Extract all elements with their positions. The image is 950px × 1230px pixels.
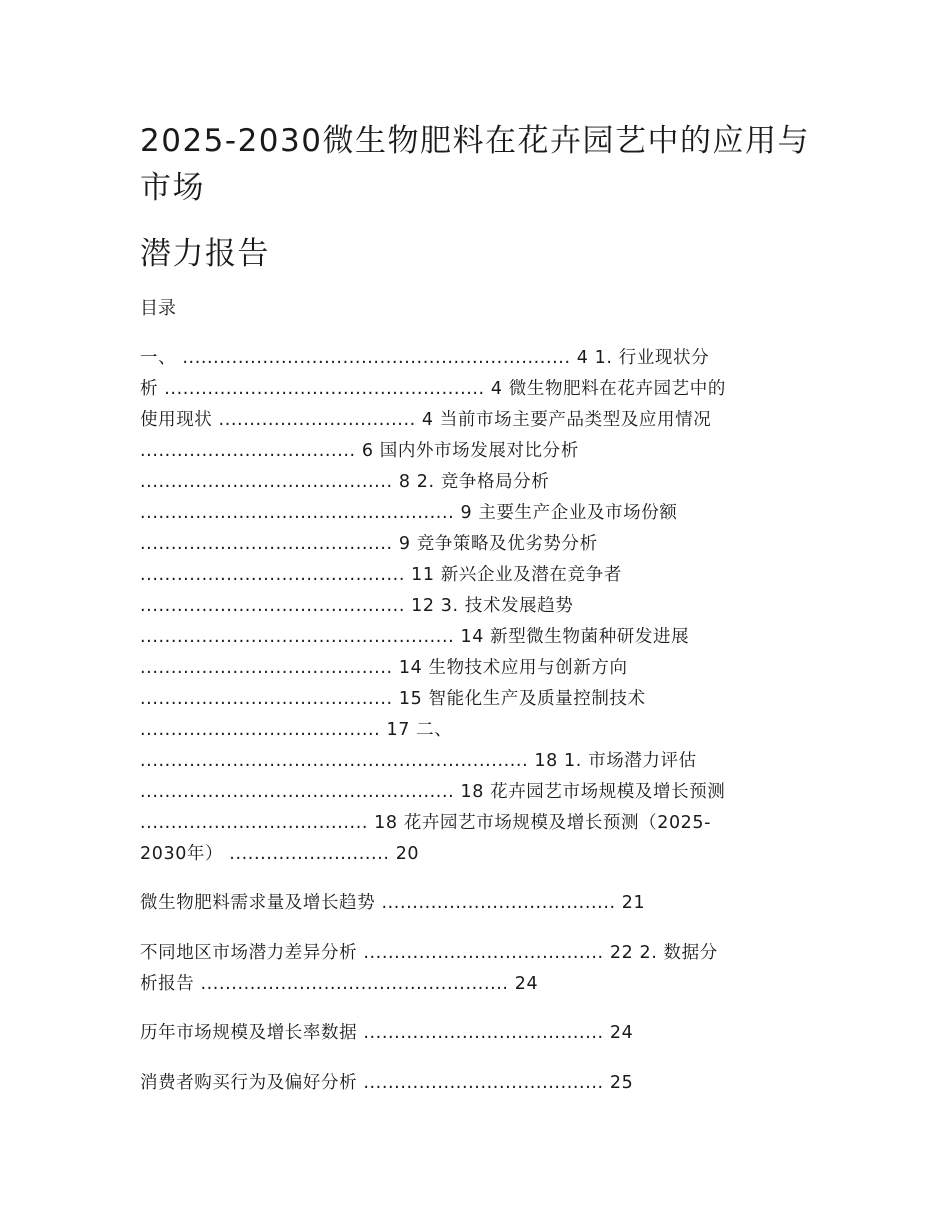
toc-line[interactable]: ..................................... 18 花卉园艺市场规模及增长预测（2025- xyxy=(140,813,712,833)
toc-line[interactable]: 历年市场规模及增长率数据 ....................................... 24 xyxy=(140,1023,634,1043)
toc-line[interactable]: 使用现状 ................................ 4 当前市场主要产品类型及应用情况 xyxy=(140,410,712,430)
toc-line[interactable]: ................................................... 9 主要生产企业及市场份额 xyxy=(140,503,678,523)
toc-line[interactable]: 一、 ............................................................... 4 1. 行业现状分 xyxy=(140,348,710,368)
toc-line[interactable]: 析报告 .................................................. 24 xyxy=(140,974,539,994)
document-title-line-2: 市场 xyxy=(140,170,205,206)
toc-line[interactable]: ................................................... 18 花卉园艺市场规模及增长预测 xyxy=(140,782,726,802)
toc-line[interactable]: ............................................................... 18 1. 市场潜力评估 xyxy=(140,751,697,771)
toc-line[interactable]: 不同地区市场潜力差异分析 ....................................... 22 2. 数据分 xyxy=(140,943,718,963)
document-title-line-3: 潜力报告 xyxy=(140,236,270,272)
toc-line[interactable]: ................................................... 14 新型微生物菌种研发进展 xyxy=(140,627,690,647)
toc-line[interactable]: ........................................... 12 3. 技术发展趋势 xyxy=(140,596,574,616)
toc-line[interactable]: ......................................... 9 竞争策略及优劣势分析 xyxy=(140,534,598,554)
toc-line[interactable]: ................................... 6 国内外市场发展对比分析 xyxy=(140,441,579,461)
toc-line[interactable]: ......................................... 15 智能化生产及质量控制技术 xyxy=(140,689,646,709)
toc-line[interactable]: 2030年） .......................... 20 xyxy=(140,844,420,864)
toc-line[interactable]: ........................................... 11 新兴企业及潜在竞争者 xyxy=(140,565,622,585)
toc-heading: 目录 xyxy=(140,298,176,319)
toc-line[interactable]: ......................................... 14 生物技术应用与创新方向 xyxy=(140,658,628,678)
document-title-line-1: 2025-2030微生物肥料在花卉园艺中的应用与 xyxy=(140,123,810,159)
toc-line[interactable]: 微生物肥料需求量及增长趋势 ...................................... 21 xyxy=(140,893,646,913)
toc-line[interactable]: 析 .................................................... 4 微生物肥料在花卉园艺中的 xyxy=(140,379,726,399)
toc-line[interactable]: 消费者购买行为及偏好分析 ....................................... 25 xyxy=(140,1073,634,1093)
toc-line[interactable]: ....................................... 17 二、 xyxy=(140,720,453,740)
toc-line[interactable]: ......................................... 8 2. 竞争格局分析 xyxy=(140,472,550,492)
